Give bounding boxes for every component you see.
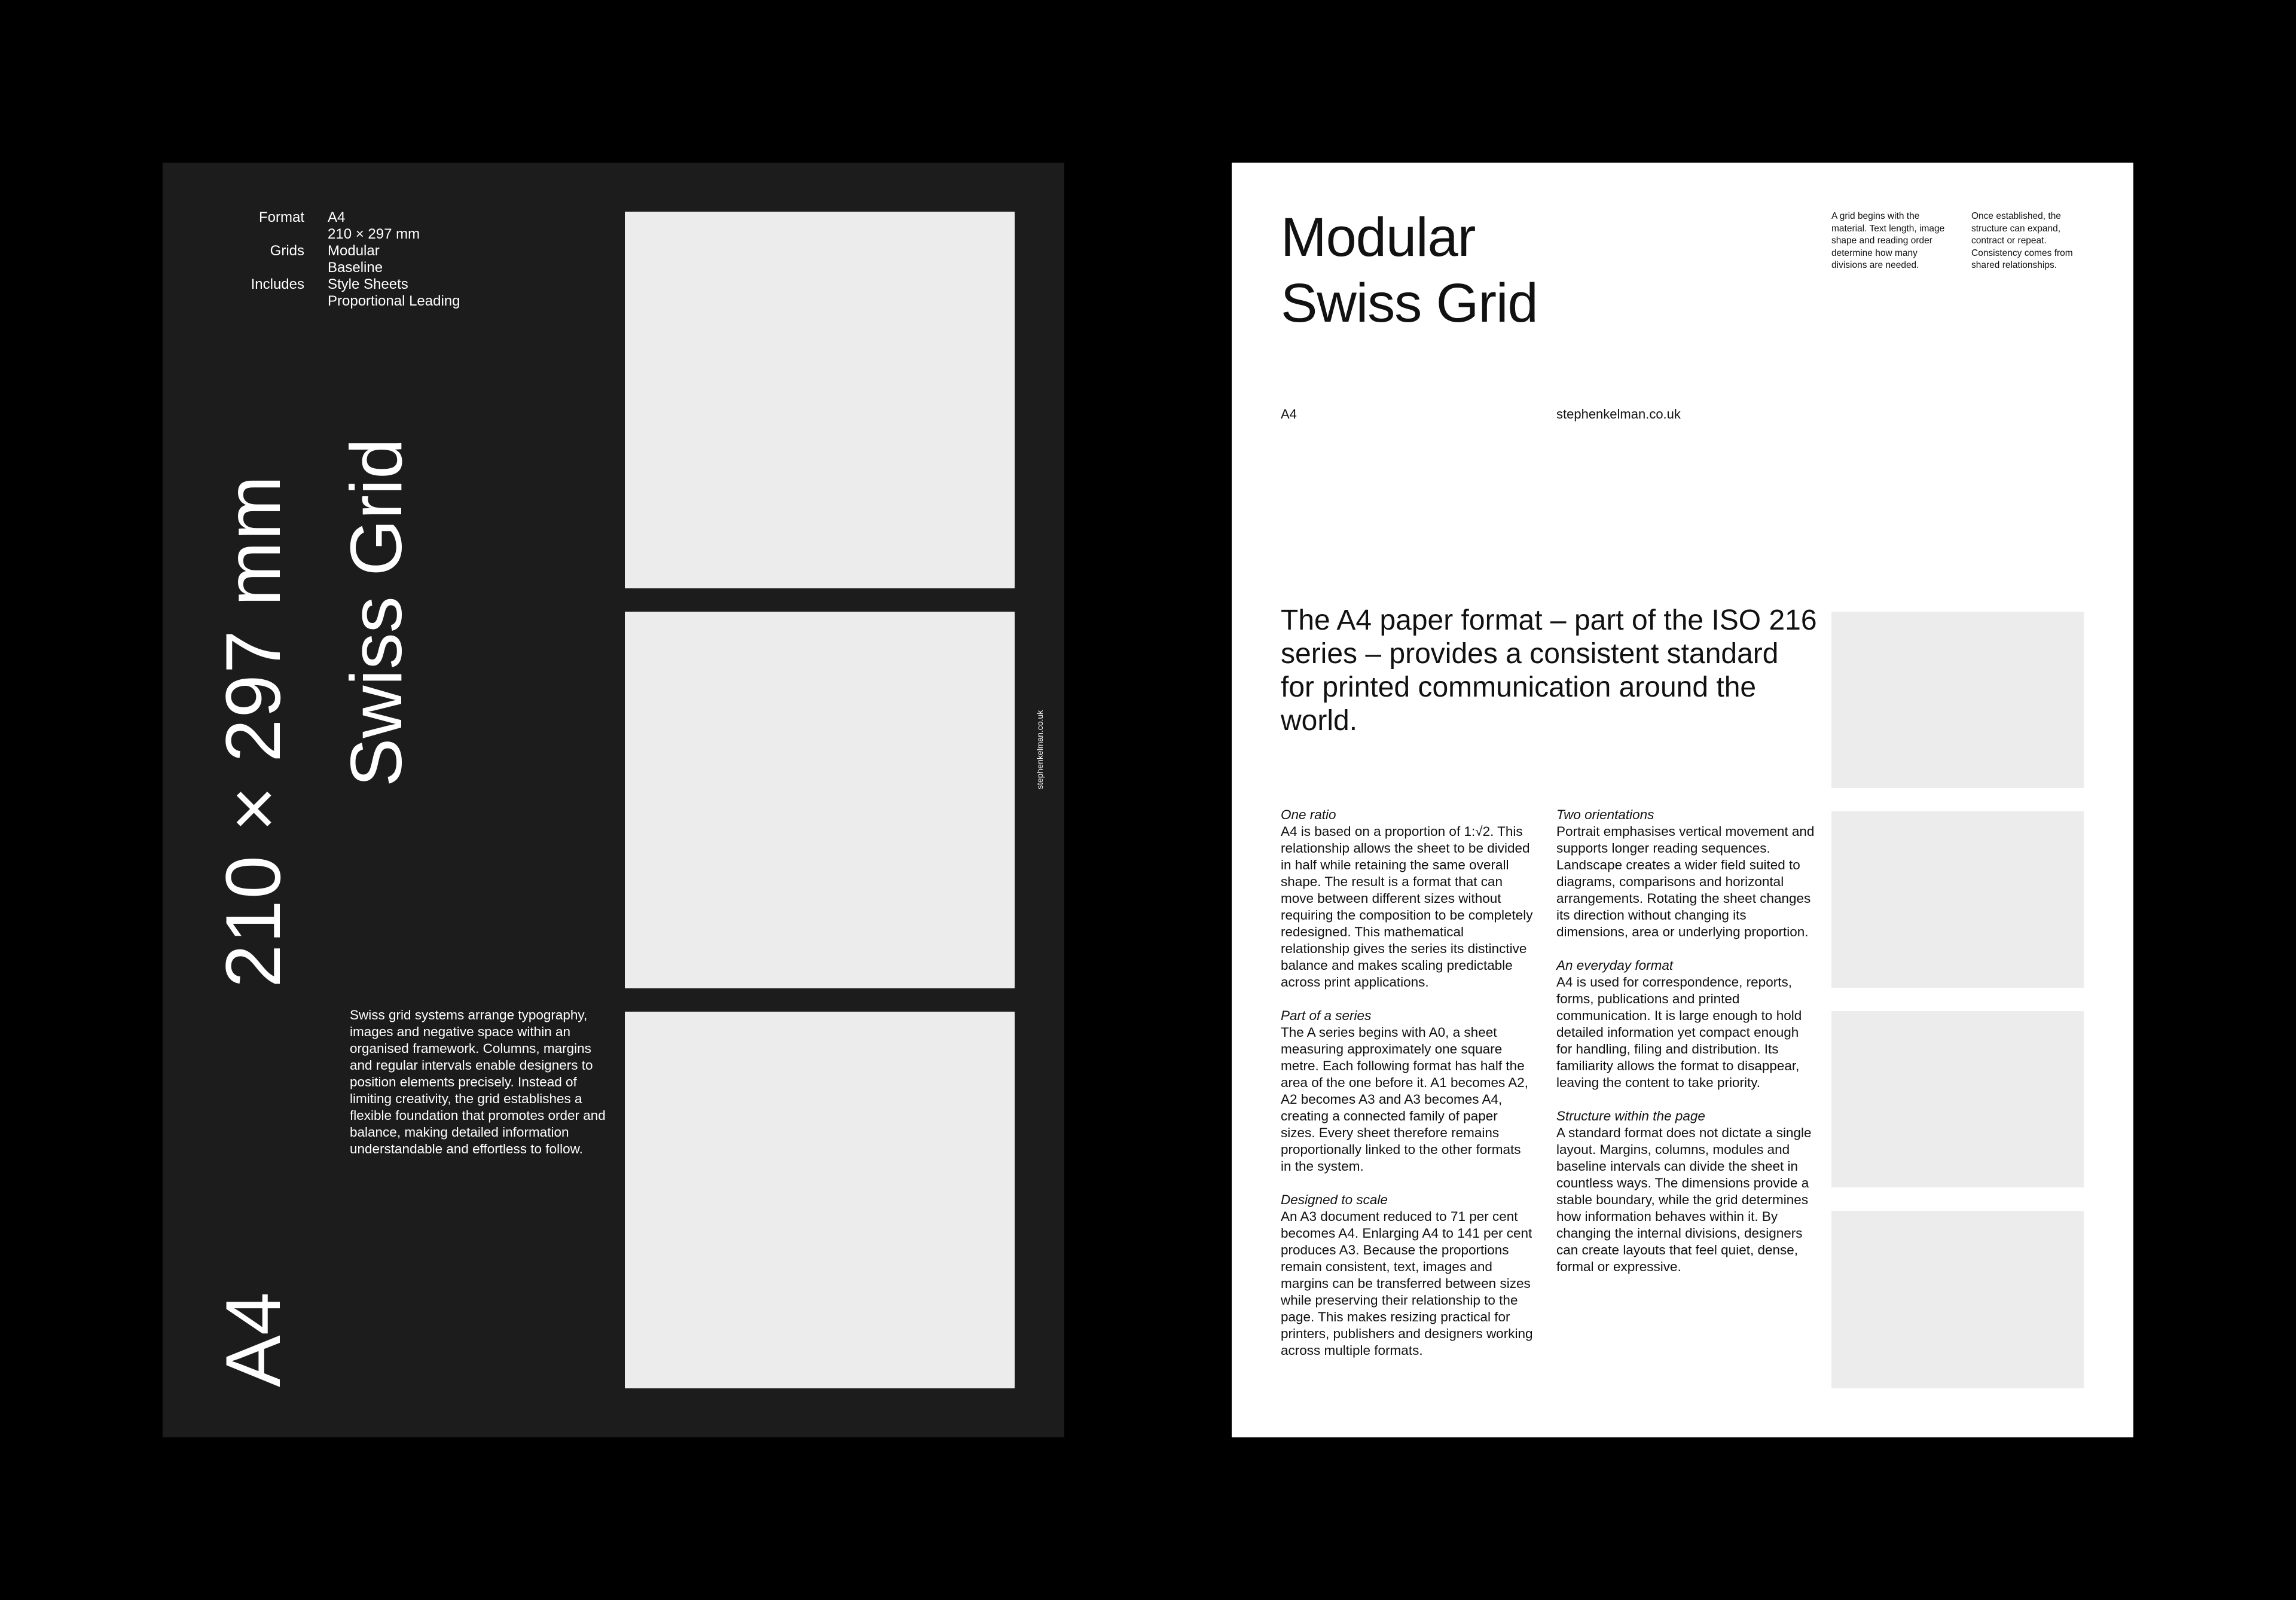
- image-placeholder: [625, 612, 1015, 988]
- site-url: stephenkelman.co.uk: [1556, 407, 1681, 422]
- swiss-grid-heading: Swiss Grid: [335, 438, 417, 787]
- image-placeholder: [1831, 1011, 2084, 1187]
- section-heading: One ratio: [1281, 807, 1336, 822]
- spec-value: 210 × 297 mm: [328, 226, 420, 242]
- spec-value: A4: [328, 209, 346, 225]
- text-column: [1281, 807, 1535, 1376]
- side-note: Once established, the structure can expand, contract or repeat. Consistency comes from shared relationships.: [1971, 211, 2073, 270]
- image-placeholder: [1831, 612, 2084, 788]
- spec-value: Baseline: [328, 259, 383, 276]
- title-line: Modular: [1281, 207, 1476, 268]
- page-title: [1281, 204, 1538, 336]
- section-heading: Part of a series: [1281, 1008, 1372, 1023]
- section-heading: Structure within the page: [1556, 1109, 1705, 1123]
- image-placeholder: [625, 212, 1015, 588]
- format-label: A4: [1281, 407, 1297, 422]
- text-section: [1281, 1007, 1535, 1175]
- spec-value: Style Sheets: [328, 276, 408, 292]
- dimensions-heading: 210 × 297 mm: [209, 474, 297, 988]
- section-body: Portrait emphasises vertical movement and supports longer reading sequences. Landscape creates a wider field suited to diagrams, comparisons and horizontal arrangements. Rotating the sheet changes its direction without changing its dimensions, area or underlying proportion.: [1556, 824, 1815, 939]
- text-section: [1556, 957, 1816, 1091]
- section-body: A4 is used for correspondence, reports, forms, publications and printed communication. It is large enough to hold detailed information yet compact enough for handling, filing and distribution. Its familiarity allows the format to disappear, leaving the content to take priority.: [1556, 975, 1802, 1090]
- spec-key: Grids: [270, 243, 304, 259]
- image-placeholder: [625, 1012, 1015, 1388]
- section-body: A standard format does not dictate a single layout. Margins, columns, modules and baseline intervals can divide the sheet in countless ways. The dimensions provide a stable boundary, while the grid determines how information behaves within it. By changing the internal divisions, designers can create layouts that feel quiet, dense, formal or expressive.: [1556, 1125, 1812, 1274]
- section-body: A4 is based on a proportion of 1:√2. This relationship allows the sheet to be divided in half while retaining the same overall shape. The result is a format that can move between different sizes without requiring the composition to be completely redesigned. This mathematical relationship gives the series its distinctive balance and makes scaling predictable across print applications.: [1281, 824, 1533, 990]
- text-column: [1556, 807, 1816, 1292]
- spec-list: [163, 209, 701, 310]
- intro-paragraph: Swiss grid systems arrange typography, images and negative space within an organised framework. Columns, margins and regular intervals enable designers to position elements precisely. Instead of limiting creativity, the grid establishes a flexible foundation that promotes order and balance, making detailed information understandable and effortless to follow.: [350, 1007, 606, 1156]
- section-heading: Designed to scale: [1281, 1192, 1388, 1207]
- section-body: The A series begins with A0, a sheet measuring approximately one square metre. Each following format has half the area of the one before it. A1 becomes A2, A2 becomes A3 and A3 becomes A4, creating a connected family of paper sizes. Every sheet therefore remains proportionally linked to the other formats in the system.: [1281, 1025, 1529, 1174]
- title-line: Swiss Grid: [1281, 273, 1538, 334]
- text-section: [1281, 1192, 1535, 1359]
- spec-row-includes: [163, 276, 701, 310]
- spec-row-format: [163, 209, 701, 243]
- image-placeholder: [1831, 811, 2084, 988]
- side-note: A grid begins with the material. Text length, image shape and reading order determine how many divisions are needed.: [1831, 211, 1945, 270]
- spec-row-grids: [163, 243, 701, 276]
- text-section: [1281, 807, 1535, 991]
- section-heading: An everyday format: [1556, 958, 1674, 973]
- section-heading: Two orientations: [1556, 807, 1654, 822]
- site-url: stephenkelman.co.uk: [1035, 710, 1045, 789]
- lead-paragraph: The A4 paper format – part of the ISO 216 series – provides a consistent standard for printed communication around the world.: [1281, 604, 1817, 737]
- spec-key: Format: [258, 209, 304, 225]
- dark-poster-page: [163, 163, 1064, 1437]
- spec-value: Proportional Leading: [328, 293, 460, 309]
- image-placeholder: [1831, 1211, 2084, 1388]
- text-section: [1556, 1108, 1816, 1275]
- section-body: An A3 document reduced to 71 per cent becomes A4. Enlarging A4 to 141 per cent produces A3. Because the proportions remain consistent, text, images and margins can be transferred between sizes while preserving their relationship to the page. This makes resizing practical for printers, publishers and designers working across multiple formats.: [1281, 1209, 1533, 1358]
- text-section: [1556, 807, 1816, 941]
- spec-value: Modular: [328, 243, 380, 259]
- light-poster-page: [1232, 163, 2133, 1437]
- spec-key: Includes: [251, 276, 304, 292]
- format-heading: A4: [209, 1291, 297, 1387]
